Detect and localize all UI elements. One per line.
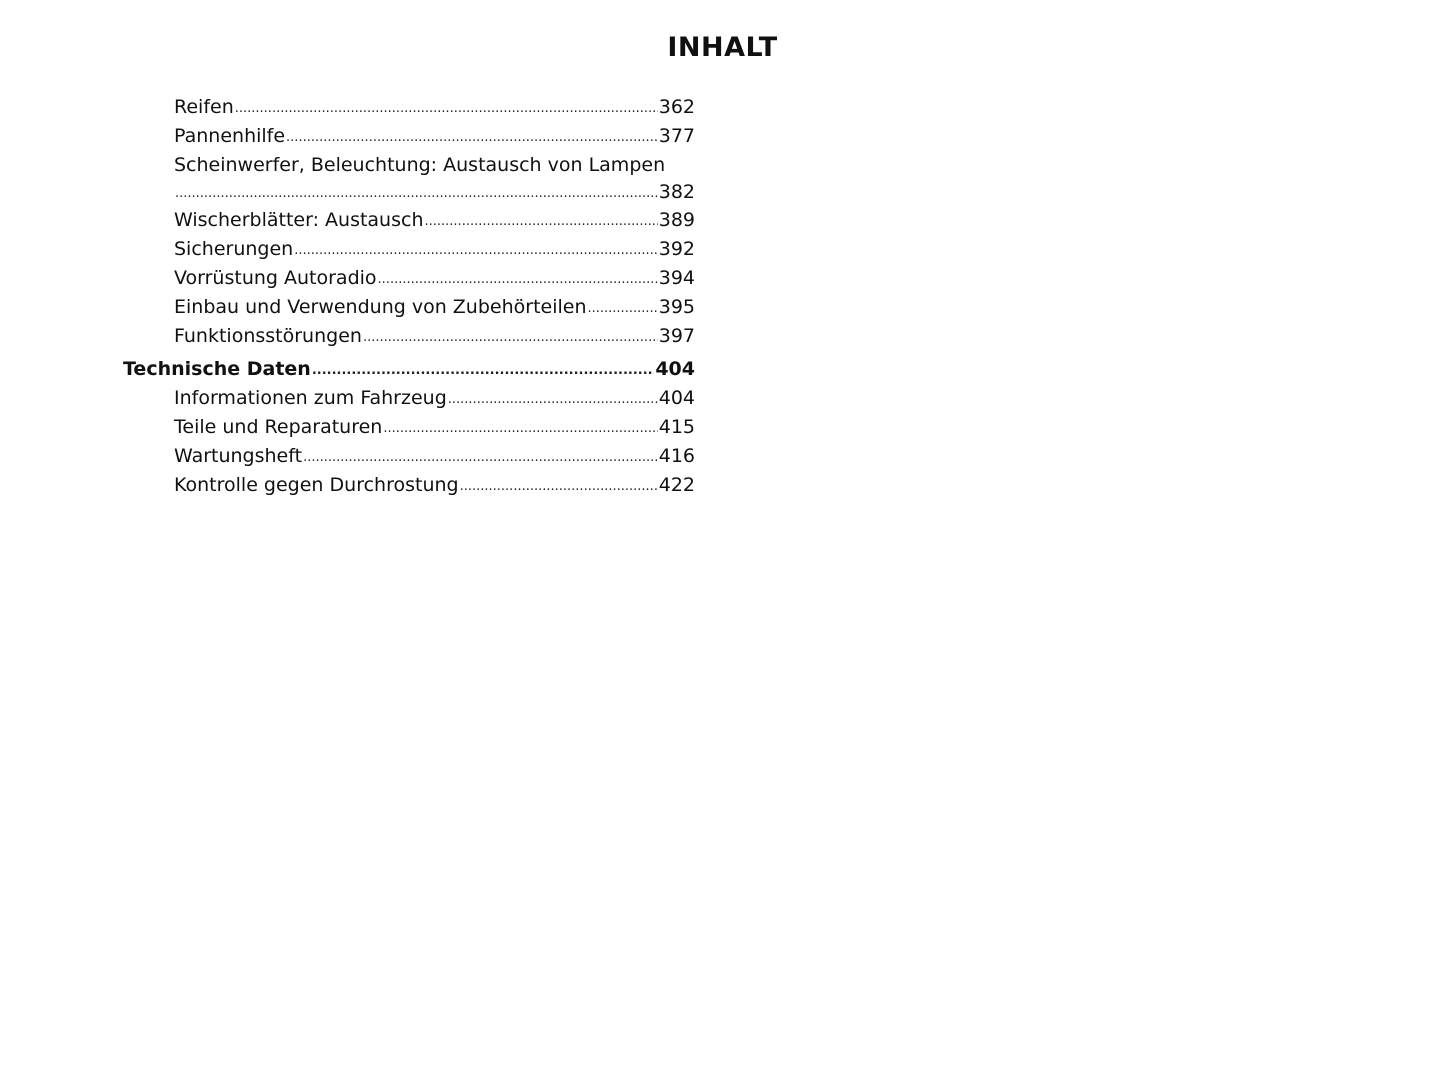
toc-entry-page: 389 [658, 209, 695, 231]
toc-entry-reifen[interactable] [174, 94, 695, 123]
dot-leader [383, 416, 657, 442]
dot-leader [286, 125, 658, 151]
toc-section-page: 404 [655, 358, 695, 380]
toc-entry-page: 422 [658, 474, 695, 496]
toc-entry-label: Einbau und Verwendung von Zubehörteilen [174, 296, 587, 318]
toc-entry-sicherungen[interactable] [174, 236, 695, 265]
toc-entry-page: 394 [658, 267, 695, 289]
toc-entry-page: 377 [658, 125, 695, 147]
toc-entry-label: Wartungsheft [174, 445, 303, 467]
dot-leader [235, 96, 658, 122]
toc-section-label: Technische Daten [123, 358, 311, 380]
toc-entry-label: Vorrüstung Autoradio [174, 267, 377, 289]
dot-leader [175, 181, 658, 207]
dot-leader [303, 445, 658, 471]
dot-leader [425, 209, 658, 235]
toc-entry-label: Scheinwerfer, Beleuchtung: Austausch von Lampen [174, 154, 666, 176]
dot-leader [378, 267, 658, 293]
toc-entry-einbau-zubehoer[interactable] [174, 294, 695, 323]
toc-entry-wischerblaetter[interactable] [174, 207, 695, 236]
toc-entry-page: 404 [658, 387, 695, 409]
dot-leader [312, 358, 654, 384]
toc-entry-page: 392 [658, 238, 695, 260]
toc-entry-funktionsstoerungen[interactable] [174, 323, 695, 352]
toc-entry-informationen-fahrzeug[interactable] [174, 385, 695, 414]
page-title: INHALT [667, 32, 778, 63]
dot-leader [460, 474, 658, 500]
toc-entry-vorruestung-autoradio[interactable] [174, 265, 695, 294]
toc-entry-wartungsheft[interactable] [174, 443, 695, 472]
toc-entry-label: Sicherungen [174, 238, 294, 260]
toc-entry-teile-reparaturen[interactable] [174, 414, 695, 443]
toc-entry-label: Funktionsstörungen [174, 325, 362, 347]
toc-entry-kontrolle-durchrostung[interactable] [174, 472, 695, 501]
toc-entry-page: 415 [658, 416, 695, 438]
toc-entry-page: 416 [658, 445, 695, 467]
dot-leader [363, 325, 658, 351]
toc-entry-page: 397 [658, 325, 695, 347]
toc-entry-label: Kontrolle gegen Durchrostung [174, 474, 459, 496]
toc-entry-scheinwerfer[interactable] [174, 152, 695, 178]
toc-entry-label: Teile und Reparaturen [174, 416, 383, 438]
toc-section-technische-daten[interactable] [123, 356, 695, 385]
toc-entry-page: 382 [658, 181, 695, 203]
toc-entry-label: Wischerblätter: Austausch [174, 209, 424, 231]
toc-entry-scheinwerfer-leader[interactable] [174, 179, 695, 208]
dot-leader [294, 238, 658, 264]
dot-leader [448, 387, 658, 413]
toc-entry-label: Pannenhilfe [174, 125, 286, 147]
toc-entry-page: 395 [658, 296, 695, 318]
dot-leader [588, 296, 658, 322]
toc-entry-pannenhilfe[interactable] [174, 123, 695, 152]
toc-entry-label: Informationen zum Fahrzeug [174, 387, 447, 409]
toc-entry-page: 362 [658, 96, 695, 118]
toc-entry-label: Reifen [174, 96, 234, 118]
